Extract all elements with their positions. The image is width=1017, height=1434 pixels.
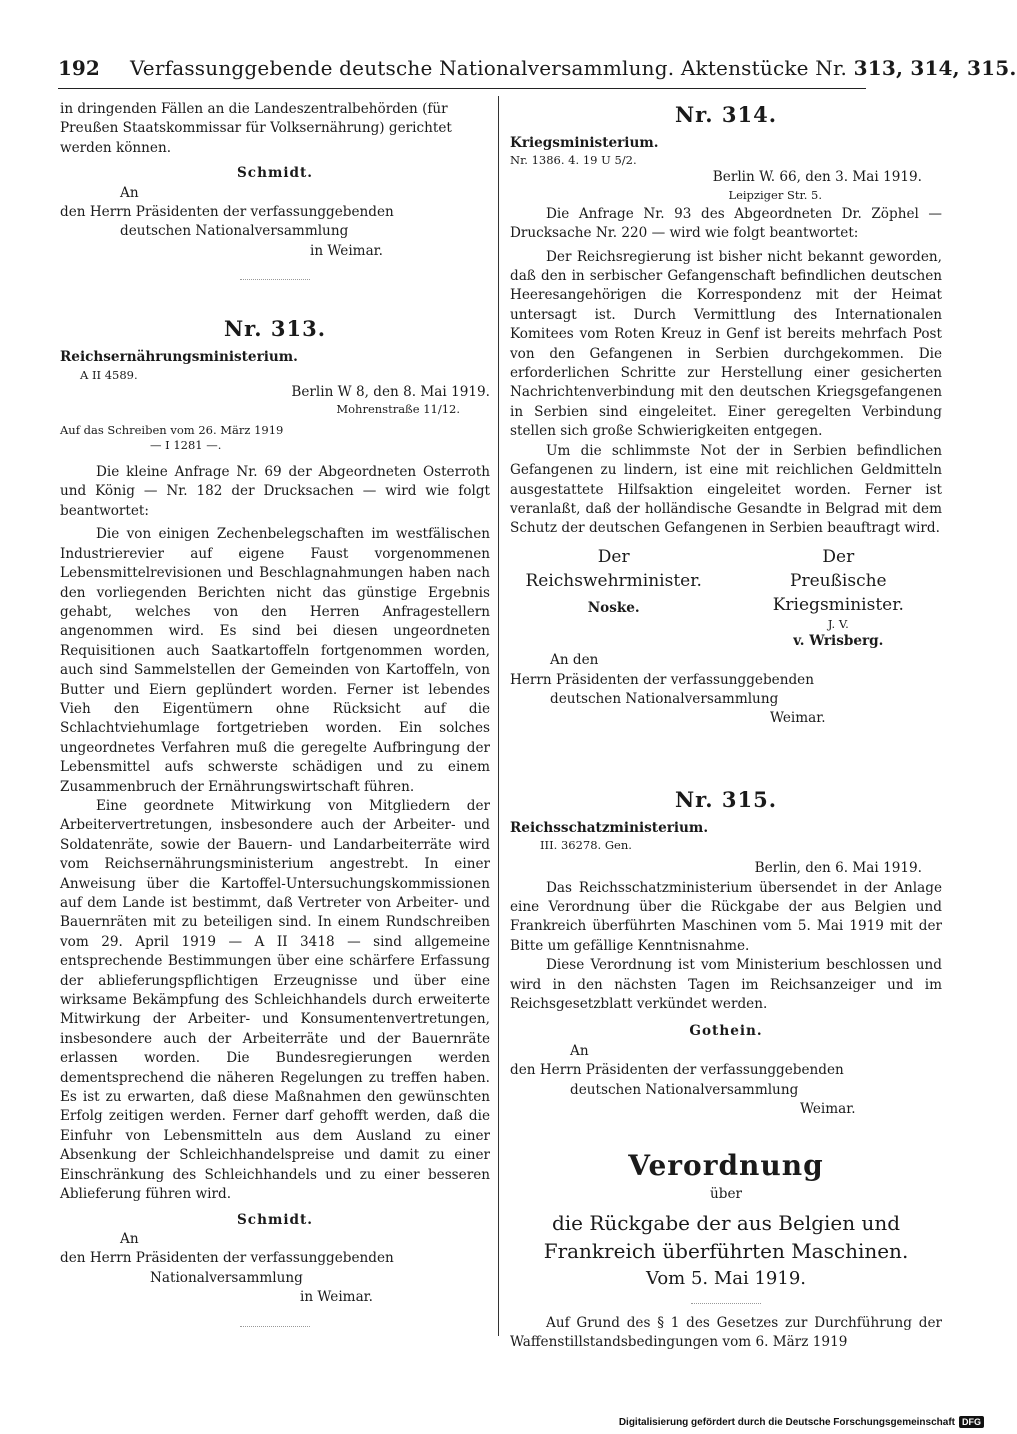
body-paragraph-2: Eine geordnete Mitwirkung von Mitgliedern der Arbeitervertretungen, insbesondere auch der Arbeiter- und Soldatenräte, sowie der Bauern- und Landarbeiterräte wird vom Reichsernährungsministerium angestrebt. In einer Anweisung über die Kartoffel-Untersuchungskommissionen auf dem Lande ist bestimmt, daß Vertreter von Arbeiter- und Bauernräten mit zu beteiligen sind. In einem Rundschreiben vom 29. April 1919 — A II 3418 — sind allgemeine entsprechende Bestimmungen über eine schärfere Erfassung der ablieferungspflichtigen Erzeugnisse und über eine wirksame Bekämpfung des Schleichhandels durch erweiterte Mitwirkung der Arbeiter- und Konsumentenvertretungen, insbesondere auch der Arbeiterräte und der Bauernräte erlassen worden. Die Bundesregierungen werden dementsprechend die näheren Regelungen zu treffen haben. Es ist zu erwarten, daß diese Maßnahmen den gewünschten Erfolg zeitigen werden. Ferner darf gehofft werden, daß die Einfuhr von Lebensmitteln aus dem Ausland zu einer Absenkung der Schleichhandelspreise und damit zu einer Einschränkung des Schleichhandels und zu einer besseren Ablieferung führen wird. <box>60 797 490 1203</box>
signers-314 <box>510 545 942 651</box>
address-line: Weimar. <box>800 1101 856 1118</box>
page-number: 192 <box>58 56 100 80</box>
ministry-314: Kriegsministerium. <box>510 135 659 151</box>
signer-article: Der <box>597 546 630 567</box>
continuation-line-2: Preußen Staatskommissar für Volksernährung) gerichtet <box>60 120 452 137</box>
dfg-logo: DFG <box>959 1416 984 1428</box>
signer-title: Preußische Kriegsminister. <box>772 570 904 615</box>
signature-schmidt-2: Schmidt. <box>236 1211 314 1228</box>
ministry-315: Reichsschatzministerium. <box>510 819 709 836</box>
reference-315: III. 36278. Gen. <box>540 838 632 853</box>
street-313: Mohrenstraße 11/12. <box>336 402 460 417</box>
address-an: An <box>570 1042 589 1059</box>
continuation-line-3: werden können. <box>60 139 172 156</box>
street-314: Leipziger Str. 5. <box>728 187 822 202</box>
body-paragraph-315b: Diese Verordnung ist vom Ministerium beschlossen und wird in den nächsten Tagen im Reichsanzeiger und im Reichsgesetzblatt verkündet werden. <box>510 957 942 1012</box>
heading-nr-315: Nr. 315. <box>674 786 778 812</box>
reference-313: A II 4589. <box>80 367 138 382</box>
intro-314: Die Anfrage Nr. 93 des Abgeordneten Dr. Zöphel — Drucksache Nr. 220 — wird wie folgt beantwortet: <box>510 205 942 242</box>
body-paragraph-314a: Der Reichsregierung ist bisher nicht bekannt geworden, daß den in serbischer Gefangenschaft befindlichen deutschen Heeresangehörigen die Korrespondenz mit der Heimat untersagt ist. Durch Vermittlung des Internationalen Komitees vom Roten Kreuz in Genf ist bereits mehrfach Post von den Gefangenen in Serbien durchgekommen. Die erforderlichen Schritte zur Herstellung einer gesicherten Nachrichtenverbindung mit den deutschen Kriegsgefangenen in Serbien sind eingeleitet. Einer geregelten Verbindung stellen sich große Schwierigkeiten entgegen. <box>510 248 942 440</box>
footer <box>619 1416 984 1428</box>
ministry-313: Reichsernährungsministerium. <box>60 349 298 366</box>
reference-note-313: — I 1281 —. <box>150 438 222 453</box>
heading-nr-313: Nr. 313. <box>223 316 327 342</box>
address-line: deutschen Nationalversammlung <box>120 223 349 240</box>
ordinance-preamble: Auf Grund des § 1 des Gesetzes zur Durchführung der Waffenstillstandsbedingungen vom 6. März 1919 <box>510 1314 942 1351</box>
address-line: den Herrn Präsidenten der verfassunggebenden <box>60 1250 394 1267</box>
signer-name-noske: Noske. <box>587 599 640 616</box>
running-title-text: Verfassunggebende deutsche Nationalversammlung. Aktenstücke Nr. <box>130 56 848 80</box>
column-divider <box>498 96 499 1336</box>
ordinance-ueber: über <box>710 1186 742 1203</box>
signature-schmidt-1: Schmidt. <box>236 165 314 182</box>
place-date-313: Berlin W 8, den 8. Mai 1919. <box>291 383 490 400</box>
separator <box>240 1326 310 1327</box>
heading-nr-314: Nr. 314. <box>674 102 778 127</box>
running-title-refs: 313, 314, 315. <box>853 56 1017 80</box>
address-an: An <box>120 184 139 201</box>
intro-313: Die kleine Anfrage Nr. 69 der Abgeordneten Osterroth und König — Nr. 182 der Drucksachen — wird wie folgt beantwortet: <box>60 464 490 519</box>
page-header <box>58 56 1017 88</box>
body-paragraph-1: Die von einigen Zechenbelegschaften im westfälischen Industrierevier auf eigene Faust vorgenommenen Lebensmittelrevisionen und Beschlagnahmungen haben nach den vorliegenden Berichten nicht das günstige Ergebnis gehabt, welches von den Herren Anfragestellern angenommen wird. Es sind bei diesen ungeordneten Requisitionen auch Saatkartoffeln fortgenommen worden, auch sind Sammelstellen der Gemeinden von Kartoffeln, von Butter und Eiern geplündert worden. Ferner ist lebendes Vieh den Eigentümern ohne Rücksicht auf die Schlachtviehumlage fortgetrieben worden. Ein solches ungeordnetes Verfahren muß die geregelte Aufbringung der Lebensmittel aufs schwerste schädigen und zu einem Zusammenbruch der Ernährungswirtschaft führen. <box>60 526 490 795</box>
signature-gothein: Gothein. <box>689 1023 763 1040</box>
ordinance-subject: die Rückgabe der aus Belgien und Frankreich überführten Maschinen. <box>543 1210 909 1263</box>
right-column <box>510 100 942 1353</box>
address-line: den Herrn Präsidenten der verfassunggebenden <box>510 1062 844 1079</box>
place-date-315: Berlin, den 6. Mai 1919. <box>754 860 922 877</box>
address-line: in Weimar. <box>300 1289 373 1306</box>
address-line: Weimar. <box>770 710 826 727</box>
separator <box>240 279 310 280</box>
address-an: An den <box>550 652 599 669</box>
signer-article: Der <box>822 546 855 567</box>
header-rule <box>58 88 866 89</box>
address-line: deutschen Nationalversammlung <box>570 1081 799 1098</box>
body-paragraph-315a: Das Reichsschatzministerium übersendet in der Anlage eine Verordnung über die Rückgabe der aus Belgien und Frankreich überführten Maschinen vom 5. Mai 1919 mit der Bitte um gefällige Kenntnisnahme. <box>510 879 942 954</box>
body-paragraph-314b: Um die schlimmste Not der in Serbien befindlichen Gefangenen zu lindern, ist eine mit reichlichen Geldmitteln ausgestattete Hilfsaktion eingeleitet worden. Ferner ist veranlaßt, daß der holländische Gesandte in Belgrad mit dem Schutz der deutschen Gefangenen in Serbien beauftragt wird. <box>510 442 942 537</box>
continuation-line-1: in dringenden Fällen an die Landeszentralbehörden (für <box>60 101 448 117</box>
left-column <box>60 100 490 1337</box>
running-title <box>130 56 1017 80</box>
signer-kriegsminister <box>735 545 942 651</box>
signer-name-wrisberg: v. Wrisberg. <box>793 632 884 649</box>
signer-title: Reichswehrminister. <box>525 570 702 591</box>
footer-text: Digitalisierung gefördert durch die Deutsche Forschungsgemeinschaft <box>618 1416 955 1428</box>
separator <box>691 1303 761 1304</box>
address-line: in Weimar. <box>310 242 383 259</box>
address-line: den Herrn Präsidenten der verfassunggebenden <box>60 204 394 221</box>
place-date-314: Berlin W. 66, den 3. Mai 1919. <box>712 169 922 186</box>
reference-314: Nr. 1386. 4. 19 U 5/2. <box>510 153 637 168</box>
address-line: Herrn Präsidenten der verfassunggebenden <box>510 671 814 688</box>
signer-reichswehrminister <box>510 545 717 651</box>
reference-note-313: Auf das Schreiben vom 26. März 1919 <box>60 423 284 438</box>
address-line: deutschen Nationalversammlung <box>550 690 779 707</box>
ordinance-title: Verordnung <box>628 1149 824 1183</box>
address-an: An <box>120 1230 139 1247</box>
signer-jv: J. V. <box>827 616 849 631</box>
ordinance-date: Vom 5. Mai 1919. <box>645 1267 807 1289</box>
address-line: Nationalversammlung <box>150 1269 303 1286</box>
